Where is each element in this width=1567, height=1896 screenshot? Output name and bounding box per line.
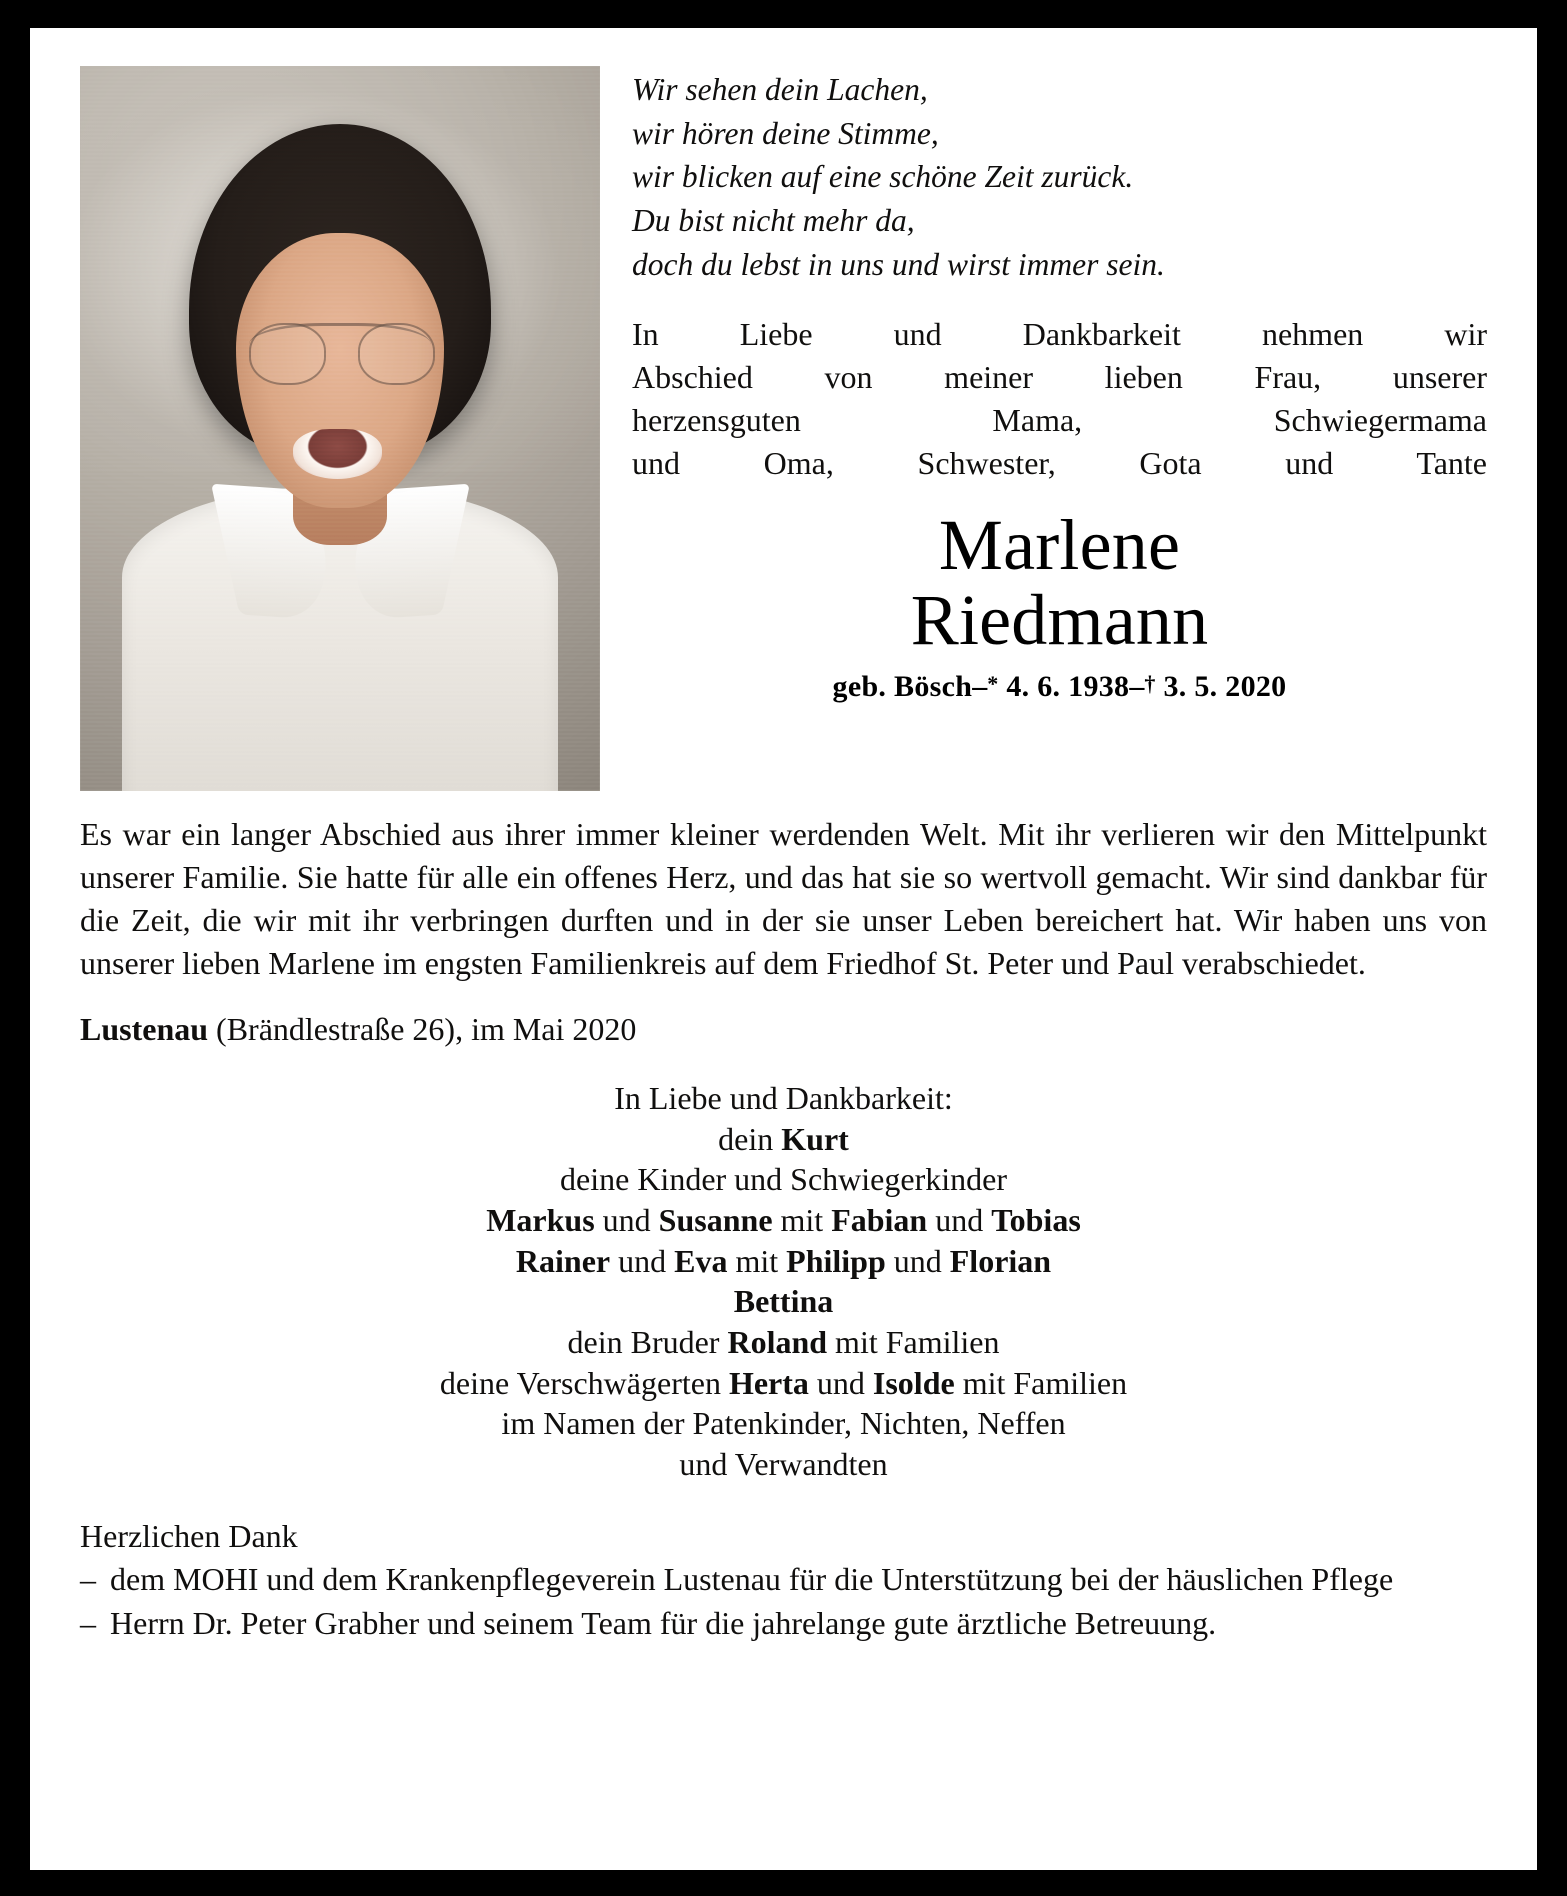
portrait-photo <box>80 66 600 791</box>
family-conj: und <box>594 1202 659 1238</box>
family-name: Philipp <box>786 1242 886 1279</box>
family-row-rainer <box>80 1241 1487 1282</box>
poem-line-4: Du bist nicht mehr da, <box>632 202 915 238</box>
place-town: Lustenau <box>80 1011 209 1048</box>
thanks-list <box>80 1559 1487 1644</box>
family-name: Fabian <box>831 1202 928 1238</box>
intro-line-4: und Oma, Schwester, Gota und Tante <box>632 444 1487 481</box>
poem-line-2: wir hören deine Stimme, <box>632 115 939 151</box>
family-conj: und <box>927 1202 992 1238</box>
family-row-bettina <box>80 1281 1487 1322</box>
family-name: Tobias <box>991 1202 1081 1238</box>
birth-date: 4. 6. 1938 <box>1006 669 1130 703</box>
header-text-column <box>600 62 1487 704</box>
family-conj: mit <box>772 1202 832 1238</box>
family-name: Herta <box>728 1364 809 1401</box>
family-name: Bettina <box>733 1283 834 1320</box>
family-conj: mit <box>727 1242 787 1279</box>
list-dash: – <box>80 1604 96 1641</box>
dates-dash-2: – <box>1129 669 1145 703</box>
obituary-text: Es war ein langer Abschied aus ihrer immer kleiner werdenden Welt. Mit ihr verlieren wir den Mittelpunkt unserer Familie. Sie hatte für alle ein offenes Herz, und das hat sie so wertvoll gemacht. Wir sind dankbar für die Zeit, die wir mit ihr verbringen durften und in der sie unser Leben bereichert hat. Wir haben uns von unserer lieben Marlene im engsten Familienkreis auf dem Friedhof St. Peter und Paul verabschiedet. <box>80 816 1487 982</box>
family-prefix: im Namen der Patenkinder, Nichten, Neffen <box>501 1405 1066 1442</box>
last-name: Riedmann <box>910 580 1209 661</box>
family-conj: mit Familien <box>827 1323 1000 1360</box>
family-row-brother <box>80 1322 1487 1363</box>
intro-line-1: In Liebe und Dankbarkeit nehmen wir <box>632 316 1487 353</box>
family-prefix: deine Kinder und Schwiegerkinder <box>560 1161 1007 1198</box>
family-prefix: dein <box>718 1120 782 1157</box>
family-name: Florian <box>949 1242 1052 1279</box>
family-row-relatives <box>80 1444 1487 1485</box>
family-name: Susanne <box>658 1202 773 1238</box>
place-detail: (Brändlestraße 26), im Mai 2020 <box>208 1011 637 1048</box>
intro-line-3: herzensguten Mama, Schwiegermama <box>632 401 1487 438</box>
list-dash: – <box>80 1561 96 1598</box>
family-conj: und <box>808 1364 873 1401</box>
family-prefix: deine Verschwägerten <box>439 1364 729 1401</box>
family-name: Isolde <box>872 1364 955 1401</box>
family-row-markus <box>80 1200 1487 1241</box>
life-dates <box>632 670 1487 704</box>
family-prefix: und Verwandten <box>679 1445 888 1482</box>
family-name: Markus <box>486 1202 595 1238</box>
family-row-husband <box>80 1119 1487 1160</box>
family-conj: und <box>885 1242 950 1279</box>
family-conj: und <box>610 1242 675 1279</box>
poem-line-5: doch du lebst in uns und wirst immer sein. <box>632 246 1165 282</box>
family-name: Kurt <box>781 1120 849 1157</box>
family-name: Eva <box>674 1242 728 1279</box>
thanks-list-item <box>80 1603 1487 1645</box>
thanks-title: Herzlichen Dank <box>80 1518 298 1555</box>
family-name: Roland <box>727 1323 828 1360</box>
family-prefix: dein Bruder <box>567 1323 728 1360</box>
family-name: Rainer <box>515 1242 611 1279</box>
family-row-inlaws <box>80 1363 1487 1404</box>
header-section <box>80 62 1487 791</box>
dates-dash-1: – <box>972 669 988 703</box>
family-row-godchildren <box>80 1403 1487 1444</box>
name-block <box>632 504 1487 704</box>
thanks-item-text: dem MOHI und dem Krankenpflegeverein Lustenau für die Unterstützung bei der häuslichen Pflege <box>110 1561 1394 1598</box>
poem-block <box>632 68 1487 286</box>
family-block <box>80 1078 1487 1484</box>
poem-line-3: wir blicken auf eine schöne Zeit zurück. <box>632 159 1134 195</box>
intro-line-2: Abschied von meiner lieben Frau, unserer <box>632 359 1487 395</box>
intro-block <box>632 313 1487 485</box>
thanks-item-text: Herrn Dr. Peter Grabher und seinem Team für die jahrelange gute ärztliche Betreuung. <box>110 1604 1217 1641</box>
family-heading: In Liebe und Dankbarkeit: <box>614 1080 953 1117</box>
birth-star-icon: * <box>987 670 999 696</box>
first-name: Marlene <box>938 504 1181 585</box>
portrait-container <box>80 62 600 791</box>
family-conj: mit Familien <box>954 1364 1128 1401</box>
obituary-card <box>30 28 1537 1870</box>
place-and-date <box>80 1011 1487 1048</box>
death-cross-icon: † <box>1144 670 1156 696</box>
maiden-name: geb. Bösch <box>832 669 973 703</box>
poem-line-1: Wir sehen dein Lachen, <box>632 72 928 107</box>
family-row-children-label <box>80 1159 1487 1200</box>
thanks-list-item <box>80 1559 1487 1601</box>
death-date: 3. 5. 2020 <box>1163 669 1287 703</box>
